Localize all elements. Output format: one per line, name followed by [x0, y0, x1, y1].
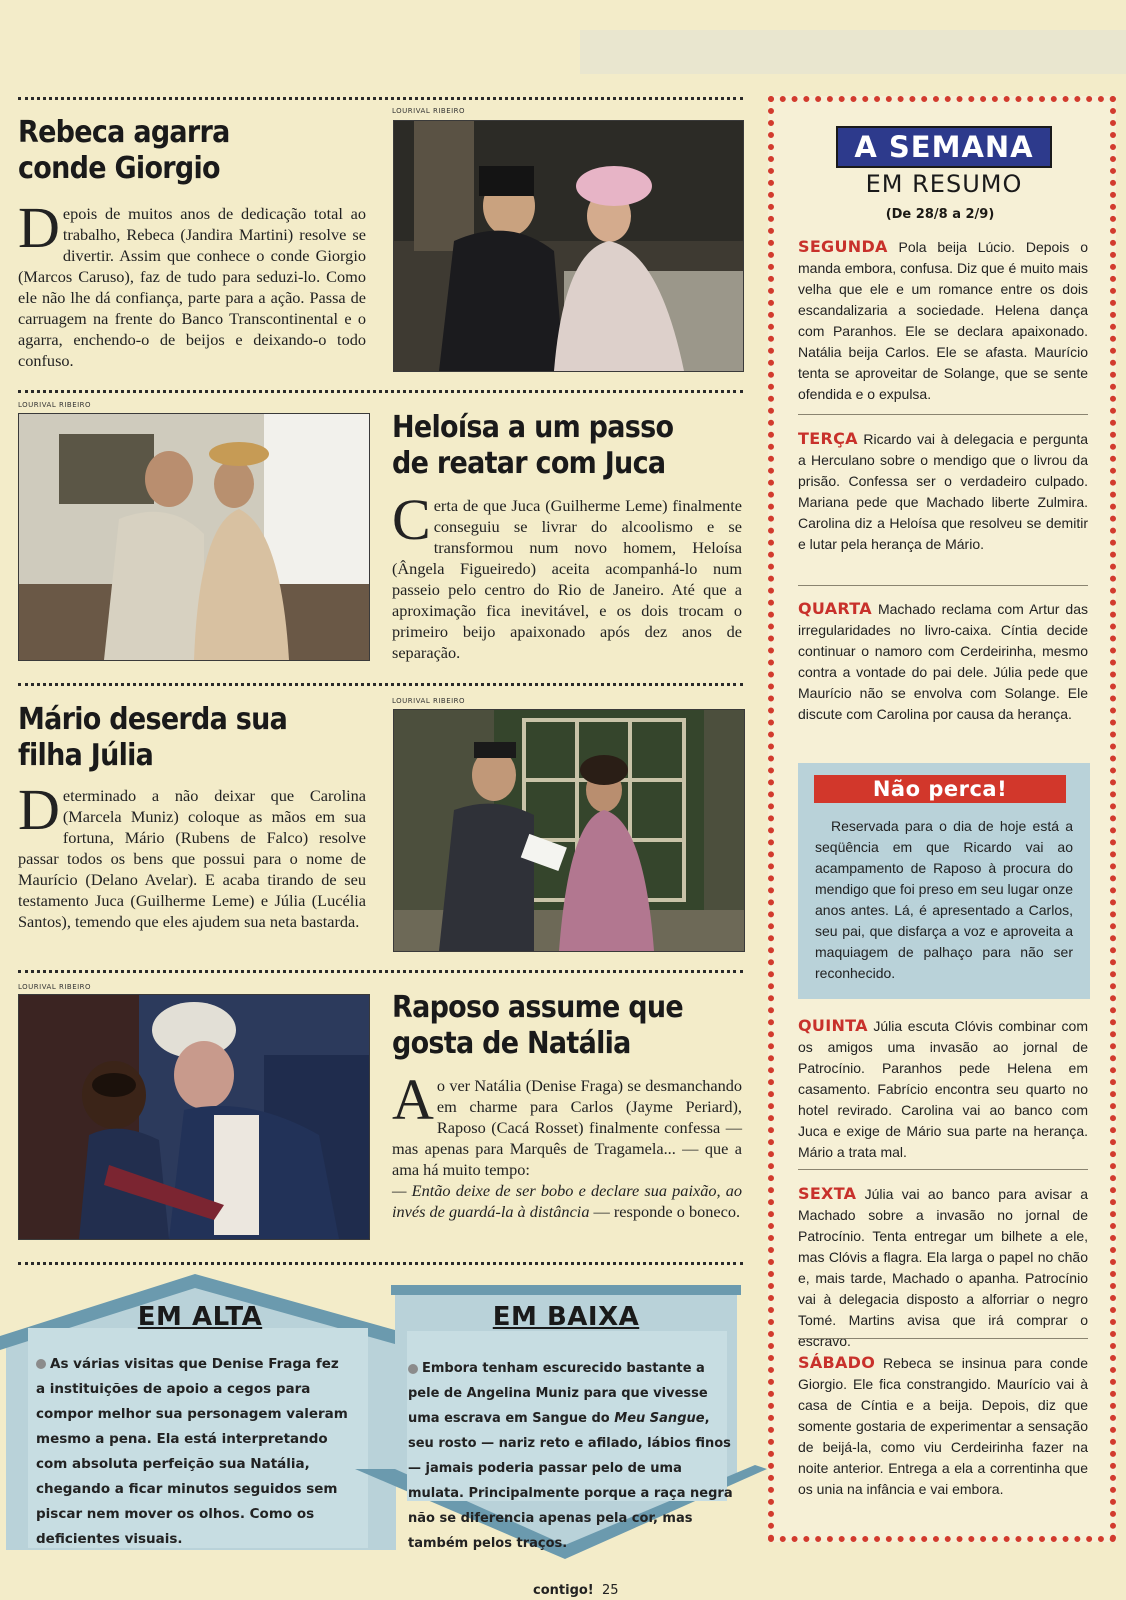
- article-2-headline: Heloísa a um passo de reatar com Juca: [392, 410, 674, 481]
- day-name: TERÇA: [798, 429, 858, 448]
- day-text: Machado reclama com Artur das irregularidades no livro-caixa. Cíntia decide continuar o namoro com Cerdeirinha, mesmo contra a vontade do pai dele. Júlia pede que Maurício não se envolva com Solange. Ele discute com Carolina por causa da herança.: [798, 601, 1088, 722]
- photo-credit: LOURIVAL RIBEIRO: [392, 697, 466, 705]
- top-faded-strip: [580, 30, 1126, 74]
- day-separator: [798, 585, 1088, 586]
- day-quarta: [798, 598, 1088, 725]
- day-segunda: [798, 236, 1088, 405]
- article-4-body: [392, 1067, 742, 1222]
- em-baixa-text-a: Embora tenham escurecido bastante a pele de Angelina Muniz para que vivesse uma escrava em Sangue do: [408, 1361, 708, 1426]
- day-quinta: [798, 1015, 1088, 1163]
- em-alta-title: EM ALTA: [137, 1302, 263, 1332]
- page-number: 25: [602, 1583, 619, 1598]
- article-2-body: [392, 487, 742, 663]
- em-baixa-title: EM BAIXA: [492, 1302, 640, 1332]
- resumo-subtitle: EM RESUMO: [865, 170, 1023, 198]
- day-name: SEGUNDA: [798, 237, 888, 256]
- em-alta-text-content: As várias visitas que Denise Fraga fez a instituições de apoio a cegos para compor melhor sua personagem valeram mesmo a pena. Ela está interpretando com absoluta perfeição sua Natália, chegando a ficar minutos seguidos sem piscar nem mover os olhos. Como os deficientes visuais.: [36, 1356, 348, 1547]
- resumo-title: A SEMANA: [836, 126, 1052, 168]
- day-name: SÁBADO: [798, 1353, 876, 1372]
- article-3-body: [18, 777, 366, 932]
- em-alta-text: [36, 1352, 351, 1552]
- article-1-body: [18, 195, 366, 371]
- day-separator: [798, 1338, 1088, 1339]
- day-text: Rebeca se insinua para conde Giorgio. Ele fica constrangido. Maurício vai à casa de Cíntia e a beija. Depois, diz que somente gostaria de experimentar a sensação de beijá-la, como viu Cerdeirinha fazer na noite anterior. Entrega a ela a correntinha que os unia na infância e vai embora.: [798, 1355, 1088, 1497]
- day-name: QUINTA: [798, 1016, 868, 1035]
- nao-perca-text: Reservada para o dia de hoje está a seqüência em que Ricardo vai ao acampamento de Raposo à procura do mendigo que foi preso em seu lugar onze anos antes. Lá, é apresentado a Carlos, seu pai, que disfarça a voz e aproveita a maquiagem de palhaço para não ser reconhecido.: [815, 818, 1073, 981]
- day-name: QUARTA: [798, 599, 872, 618]
- day-name: SEXTA: [798, 1184, 857, 1203]
- drop-cap: C: [392, 487, 431, 552]
- photo-mario-julia: [393, 709, 745, 952]
- article-1-text: epois de muitos anos de dedicação total ao trabalho, Rebeca (Jandira Martini) resolve se divertir. Assim que conhece o conde Giorgio (Marcos Caruso), faz de tudo para seduzi-lo. Como ele não lhe dá confiança, parte para a ação. Passa de carruagem na frente do Banco Transcontinental e o agarra, enchendo-o de beijos e deixando-o todo confuso.: [18, 204, 366, 370]
- photo-heloisa-juca: [18, 413, 370, 661]
- day-separator: [798, 414, 1088, 415]
- drop-cap: A: [392, 1067, 434, 1132]
- divider: [18, 390, 743, 393]
- article-2-text: erta de que Juca (Guilherme Leme) finalmente conseguiu se livrar do alcoolismo e se transformou num novo homem, Heloísa (Ângela Figueiredo) aceita acompanhá-lo num passeio pelo centro do Rio de Janeiro. Até que a aproximação fica inevitável, e os dois trocam o primeiro beijo apaixonado após dez anos de separação.: [392, 496, 742, 662]
- day-text: Júlia vai ao banco para avisar a Machado sobre a invasão no jornal de Patrocínio. Tenta entregar um bilhete a ele, mas Clóvis a flagra. Ela larga o papel no chão e, mais tarde, Machado o apanha. Patrocínio vai à delegacia disposto a alforriar o negro Tomé. Martins avisa que irá comprar o escravo.: [798, 1186, 1088, 1349]
- article-4-quote: — Então deixe de ser bobo e declare sua paixão, ao invés de guardá-la à distância: [392, 1181, 742, 1221]
- drop-cap: D: [18, 195, 60, 260]
- article-1-headline: Rebeca agarra conde Giorgio: [18, 115, 230, 186]
- bullet-icon: [36, 1359, 46, 1369]
- divider: [18, 683, 743, 686]
- page-footer: [533, 1583, 619, 1598]
- resumo-dates: (De 28/8 a 2/9): [885, 207, 995, 222]
- bullet-icon: [408, 1364, 418, 1374]
- article-3-headline: Mário deserda sua filha Júlia: [18, 702, 288, 773]
- day-text: Pola beija Lúcio. Depois o manda embora, confusa. Diz que é muito mais velha que ele e um romance entre os dois escandalizaria a sociedade. Helena dança com Paranhos. Ele se declara apaixonado. Natália beija Carlos. Ele se afasta. Maurício tenta se aproveitar de Solange, que se sente ofendida e o expulsa.: [798, 239, 1088, 402]
- divider: [18, 97, 743, 100]
- em-baixa-text: [408, 1356, 733, 1556]
- em-baixa-italic: Meu Sangue: [614, 1411, 705, 1426]
- article-4-headline: Raposo assume que gosta de Natália: [392, 990, 683, 1061]
- drop-cap: D: [18, 777, 60, 842]
- photo-raposo-boneco: [18, 994, 370, 1240]
- day-text: Ricardo vai à delegacia e pergunta a Herculano sobre o mendigo que o livrou da prisão. Confessa ser o verdadeiro culpado. Mariana pede que Machado liberte Zulmira. Carolina diz a Heloísa que resolveu se demitir e lutar pela herança de Mário.: [798, 431, 1088, 552]
- day-sexta: [798, 1183, 1088, 1352]
- magazine-name: contigo!: [533, 1583, 594, 1598]
- photo-credit: LOURIVAL RIBEIRO: [392, 107, 466, 115]
- photo-credit: LOURIVAL RIBEIRO: [18, 983, 92, 991]
- article-3-text: eterminado a não deixar que Carolina (Marcela Muniz) coloque as mãos em sua fortuna, Mário (Rubens de Falco) resolve passar todos os bens que possui para o nome de Maurício (Delano Avelar). E acaba tirando de seu testamento Juca (Guilherme Leme) e Júlia (Lucélia Santos), temendo que eles ajudem sua neta bastarda.: [18, 786, 366, 931]
- day-text: Júlia escuta Clóvis combinar com os amigos uma invasão ao jornal de Patrocínio. Paranhos pede Helena em casamento. Fabrício encontra seu quarto no hotel revirado. Carolina vai ao banco com Juca e exige de Mário sua parte na herança. Mário a trata mal.: [798, 1018, 1088, 1160]
- divider: [18, 970, 743, 973]
- article-4-quote-end: — responde o boneco.: [589, 1202, 741, 1221]
- day-sabado: [798, 1352, 1088, 1500]
- nao-perca-title: Não perca!: [814, 775, 1066, 803]
- article-4-text: o ver Natália (Denise Fraga) se desmanchando em charme para Carlos (Jayme Periard), Raposo (Cacá Rosset) finalmente confessa — mas apenas para Marquês de Tragamela... — que a ama há muito tempo:: [392, 1076, 742, 1179]
- photo-rebeca-giorgio: [393, 120, 744, 372]
- day-separator: [798, 1169, 1088, 1170]
- divider: [18, 1262, 743, 1265]
- em-baixa-text-b: , seu rosto — nariz reto e afilado, lábios finos — jamais poderia passar pelo de uma mulata. Principalmente porque a raça negra não se diferencia apenas pela cor, mas também pelos traços.: [408, 1411, 733, 1551]
- photo-credit: LOURIVAL RIBEIRO: [18, 401, 92, 409]
- day-terca: [798, 428, 1088, 555]
